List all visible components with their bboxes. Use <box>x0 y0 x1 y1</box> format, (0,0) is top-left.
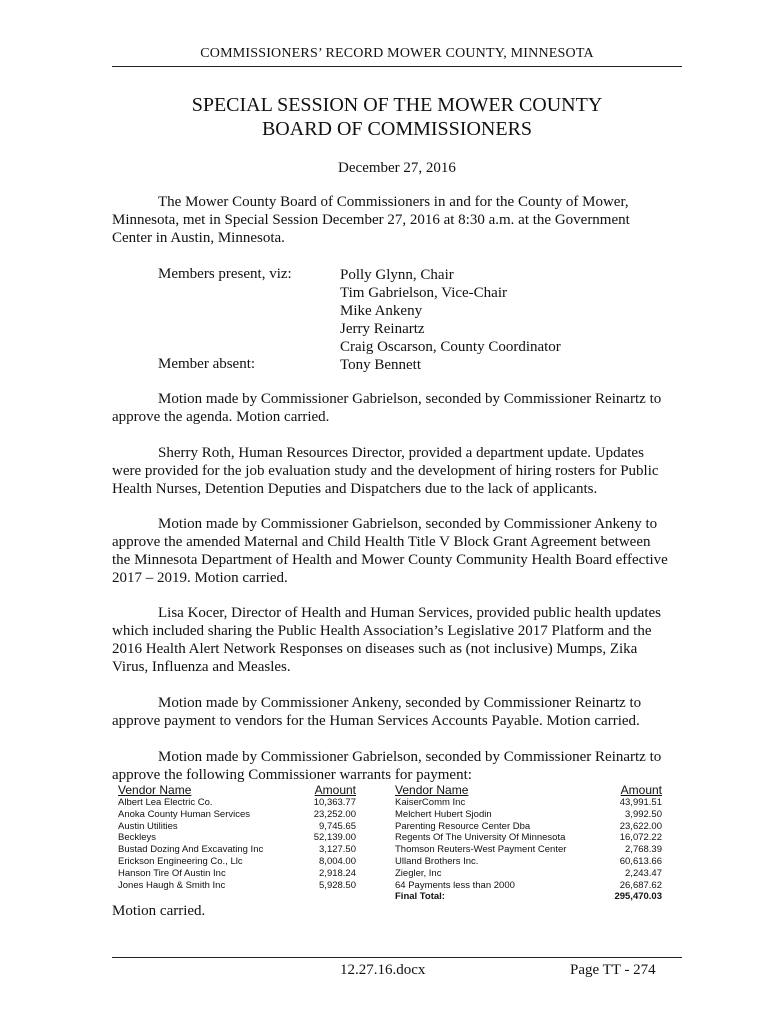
meeting-date: December 27, 2016 <box>338 160 456 176</box>
amount-cell: 8,004.00 <box>319 855 356 867</box>
title-line-2: BOARD OF COMMISSIONERS <box>261 118 533 140</box>
footer-filename: 12.27.16.docx <box>340 962 426 978</box>
amount-cell: 2,243.47 <box>625 867 662 879</box>
warrants-left-amount-column <box>290 783 356 891</box>
closing-motion-carried: Motion carried. <box>112 903 206 919</box>
table-row: Jones Haugh & Smith Inc <box>118 879 226 891</box>
table-row: Albert Lea Electric Co. <box>118 797 213 808</box>
amount-cell: 10,363.77 <box>313 797 356 808</box>
motion-paragraph: Motion made by Commissioner Gabrielson, seconded by Commissioner Reinartz to approve the agenda. Motion carried. <box>112 391 662 425</box>
amount-cell: 2,768.39 <box>625 844 662 856</box>
vendor-name-header: Vendor Name <box>395 783 469 797</box>
document-title <box>112 93 682 141</box>
table-row: KaiserComm Inc <box>395 797 466 808</box>
amount-cell: 43,991.51 <box>619 797 662 808</box>
hr-update-paragraph: Sherry Roth, Human Resources Director, provided a department update. Updates were provided for the job evaluation study and the development of hiring rosters for Public Health Nurses, Detention Deputies and Dispatchers due to the lack of applicants. <box>112 445 659 497</box>
amount-cell: 26,687.62 <box>619 879 662 891</box>
amount-cell: 23,622.00 <box>619 820 662 832</box>
members-present-label: Members present, viz: <box>158 266 292 282</box>
amount-cell: 3,992.50 <box>625 808 662 820</box>
warrants-motion-paragraph: Motion made by Commissioner Gabrielson, seconded by Commissioner Reinartz to approve the following Commissioner warrants for payment: <box>112 749 662 783</box>
member-absent-label: Member absent: <box>158 356 256 372</box>
amount-header: Amount <box>620 783 662 797</box>
member-name: Craig Oscarson, County Coordinator <box>340 339 561 355</box>
running-header: COMMISSIONERS’ RECORD MOWER COUNTY, MINNESOTA <box>200 46 594 61</box>
table-row: Hanson Tire Of Austin Inc <box>118 867 226 879</box>
vendor-name-header: Vendor Name <box>118 783 192 797</box>
table-row: Thomson Reuters-West Payment Center <box>395 844 567 856</box>
vendor-payment-paragraph: Motion made by Commissioner Ankeny, seconded by Commissioner Reinartz to approve payment to vendors for the Human Services Accounts Payable. Motion carried. <box>112 695 642 729</box>
member-name: Tim Gabrielson, Vice-Chair <box>340 285 507 301</box>
health-update-paragraph: Lisa Kocer, Director of Health and Human Services, provided public health updates which included sharing the Public Health Association’s Legislative 2017 Platform and the 2016 Health Alert Network Responses on diseases such as (not inclusive) Mumps, Zika Virus, Influenza and Measles. <box>112 605 661 675</box>
member-name: Jerry Reinartz <box>340 321 425 337</box>
amount-cell: 23,252.00 <box>313 808 356 820</box>
header-rule <box>112 66 682 67</box>
amount-cell: 9,745.65 <box>319 820 356 832</box>
amount-cell: 2,918.24 <box>319 867 356 879</box>
table-row: Anoka County Human Services <box>118 808 251 820</box>
member-name: Polly Glynn, Chair <box>340 267 454 283</box>
amount-cell: 16,072.22 <box>619 832 662 844</box>
table-row: Regents Of The University Of Minnesota <box>395 832 566 844</box>
members-list <box>340 266 561 374</box>
amount-cell: 60,613.66 <box>619 855 662 867</box>
final-total-label: Final Total: <box>395 891 445 903</box>
final-total-amount: 295,470.03 <box>614 891 662 903</box>
amount-cell: 52,139.00 <box>313 832 356 844</box>
warrants-right-amount-column <box>590 783 662 903</box>
table-row: Ziegler, Inc <box>395 867 442 879</box>
member-name: Mike Ankeny <box>340 303 423 319</box>
table-row: Melchert Hubert Sjodin <box>395 808 492 820</box>
intro-paragraph: The Mower County Board of Commissioners in and for the County of Mower, Minnesota, met in Special Session December 27, 2016 at 8:30 a.m. at the Government Center in Austin, Minnesota. <box>112 194 630 246</box>
warrants-right-vendor-column <box>395 783 605 903</box>
footer-page-number: Page TT - 274 <box>570 962 656 978</box>
table-row: Parenting Resource Center Dba <box>395 820 531 832</box>
table-row: 64 Payments less than 2000 <box>395 879 515 891</box>
footer-rule <box>112 957 682 958</box>
table-row: Ulland Brothers Inc. <box>395 855 479 867</box>
table-row: Bustad Dozing And Excavating Inc <box>118 844 264 856</box>
amount-header: Amount <box>314 783 356 797</box>
member-absent-name: Tony Bennett <box>340 357 422 373</box>
table-row: Beckleys <box>118 832 157 844</box>
amount-cell: 3,127.50 <box>319 844 356 856</box>
title-line-1: SPECIAL SESSION OF THE MOWER COUNTY <box>191 94 603 116</box>
amount-cell: 5,928.50 <box>319 879 356 891</box>
grant-motion-paragraph: Motion made by Commissioner Gabrielson, seconded by Commissioner Ankeny to approve the amended Maternal and Child Health Title V Block Grant Agreement between the Minnesota Department of Health and Mower County Community Health Board effective 2017 – 2019. Motion carried. <box>112 516 668 586</box>
table-row: Austin Utilities <box>118 820 178 832</box>
warrants-left-vendor-column <box>118 783 318 891</box>
table-row: Erickson Engineering Co., Llc <box>118 855 243 867</box>
